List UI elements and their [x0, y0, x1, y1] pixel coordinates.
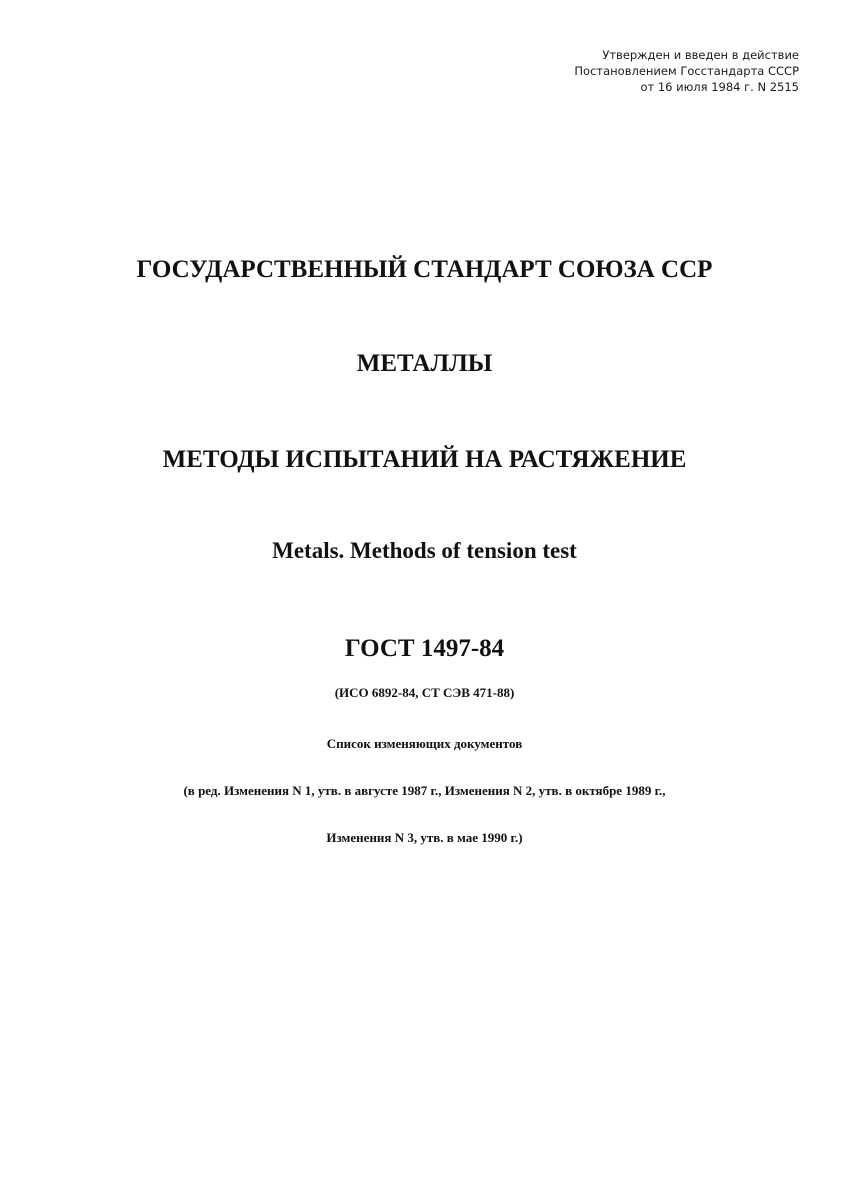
- approval-line-1: Утвержден и введен в действие: [602, 48, 799, 62]
- standard-code: ГОСТ 1497-84: [344, 635, 505, 662]
- amendments-line-2: Изменения N 3, утв. в мае 1990 г.): [326, 830, 523, 845]
- equivalent-standards: (ИСО 6892-84, СТ СЭВ 471-88): [334, 685, 515, 700]
- state-standard-heading: ГОСУДАРСТВЕННЫЙ СТАНДАРТ СОЮЗА ССР: [136, 256, 713, 283]
- standard-title-en: Metals. Methods of tension test: [272, 538, 577, 563]
- approval-note: [574, 47, 799, 95]
- standard-title-ru: МЕТОДЫ ИСПЫТАНИЙ НА РАСТЯЖЕНИЕ: [162, 446, 687, 473]
- amendments-heading: Список изменяющих документов: [326, 736, 523, 751]
- subject-heading: МЕТАЛЛЫ: [356, 350, 493, 377]
- approval-line-3: от 16 июля 1984 г. N 2515: [640, 80, 799, 94]
- amendments-line-1: (в ред. Изменения N 1, утв. в августе 1987 г., Изменения N 2, утв. в октябре 1989 г.,: [183, 783, 666, 798]
- approval-line-2: Постановлением Госстандарта СССР: [574, 64, 799, 78]
